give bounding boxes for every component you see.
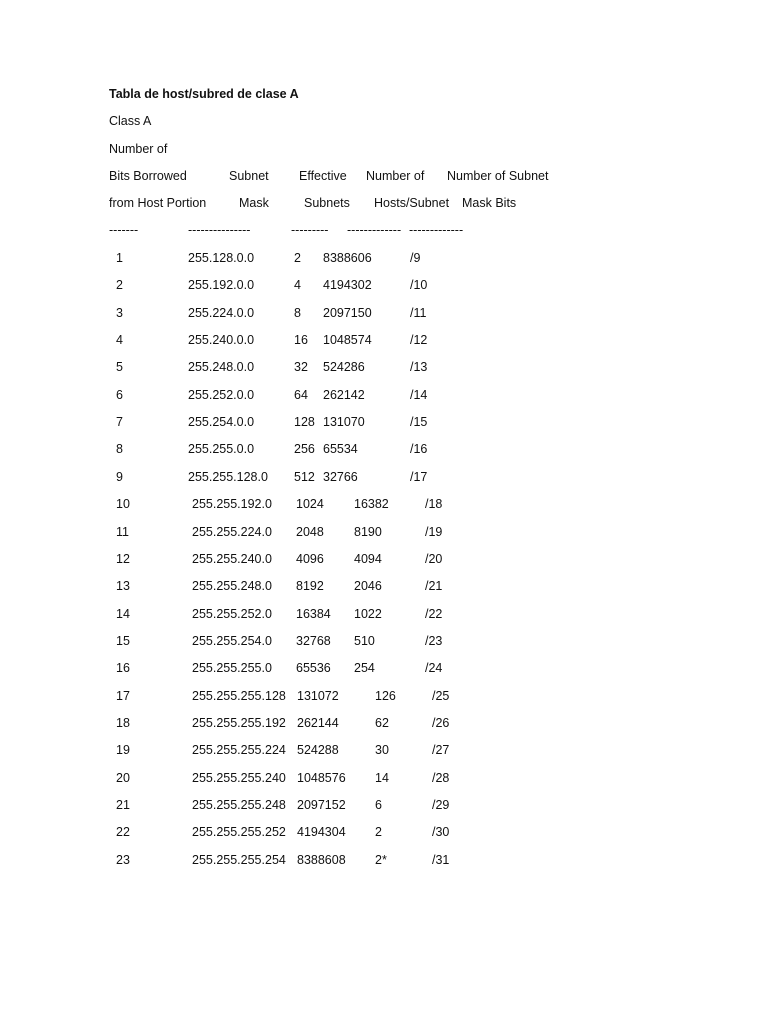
cell-subnets: 1048576 [297, 770, 346, 785]
cell-maskbits: /18 [425, 497, 443, 512]
cell-hosts: 16382 [354, 497, 389, 512]
cell-maskbits: /9 [410, 251, 421, 265]
cell-subnets: 4 [294, 278, 301, 293]
class-label: Class A [109, 114, 152, 128]
cell-hosts: 6 [375, 798, 382, 812]
cell-maskbits: /17 [410, 469, 428, 484]
cell-bits: 23 [116, 852, 130, 867]
cell-hosts: 1048574 [323, 333, 372, 348]
cell-maskbits: /25 [432, 688, 450, 703]
cell-maskbits: /13 [410, 360, 428, 375]
cell-mask: 255.255.255.248 [192, 798, 286, 812]
cell-subnets: 256 [294, 442, 315, 457]
cell-subnets: 2048 [296, 524, 324, 539]
cell-hosts: 14 [375, 770, 389, 785]
cell-bits: 19 [116, 743, 130, 758]
cell-bits: 9 [116, 469, 123, 484]
cell-hosts: 8190 [354, 524, 382, 539]
cell-bits: 12 [116, 551, 130, 566]
header-mask: Mask [239, 196, 269, 210]
cell-mask: 255.192.0.0 [188, 278, 255, 293]
cell-maskbits: /16 [410, 442, 428, 457]
cell-mask: 255.255.255.240 [192, 770, 286, 785]
cell-subnets: 64 [294, 387, 308, 402]
header-number-of: Number of [366, 169, 425, 183]
cell-maskbits: /15 [410, 415, 428, 430]
header-bits-borrowed: Bits Borrowed [109, 169, 187, 183]
cell-maskbits: /19 [425, 524, 443, 539]
header-row-1: Number of [109, 142, 168, 156]
cell-subnets: 8 [294, 305, 301, 320]
cell-mask: 255.255.255.128 [192, 688, 286, 703]
cell-hosts: 2097150 [323, 305, 372, 320]
cell-mask: 255.255.248.0 [192, 579, 272, 594]
cell-subnets: 262144 [297, 715, 339, 730]
cell-hosts: 1022 [354, 606, 382, 621]
cell-mask: 255.128.0.0 [188, 251, 255, 265]
cell-bits: 22 [116, 825, 130, 840]
cell-subnets: 16384 [296, 606, 331, 621]
cell-mask: 255.248.0.0 [188, 360, 255, 375]
cell-mask: 255.255.255.254 [192, 852, 286, 867]
cell-maskbits: /11 [410, 305, 427, 320]
separator: ------------- [347, 223, 402, 237]
cell-bits: 3 [116, 305, 123, 320]
cell-mask: 255.255.255.252 [192, 825, 286, 840]
separator: ------------- [409, 223, 464, 237]
cell-subnets: 65536 [296, 661, 331, 676]
cell-subnets: 2097152 [297, 798, 346, 812]
cell-mask: 255.255.128.0 [188, 469, 268, 484]
cell-hosts: 4094 [354, 551, 382, 566]
cell-bits: 10 [116, 497, 130, 512]
cell-maskbits: /27 [432, 743, 450, 758]
cell-bits: 16 [116, 661, 130, 676]
cell-maskbits: /10 [410, 278, 428, 293]
cell-maskbits: /14 [410, 387, 428, 402]
separator: --------- [291, 223, 329, 237]
cell-bits: 17 [116, 688, 130, 703]
header-effective: Effective [299, 169, 347, 183]
cell-mask: 255.255.224.0 [192, 524, 272, 539]
cell-maskbits: /12 [410, 333, 428, 348]
cell-mask: 255.240.0.0 [188, 333, 255, 348]
cell-hosts: 30 [375, 743, 389, 758]
cell-bits: 14 [116, 606, 130, 621]
cell-bits: 8 [116, 442, 123, 457]
cell-subnets: 512 [294, 469, 315, 484]
cell-mask: 255.255.252.0 [192, 606, 272, 621]
cell-mask: 255.254.0.0 [188, 415, 255, 430]
cell-bits: 18 [116, 715, 130, 730]
cell-subnets: 128 [294, 415, 315, 430]
cell-mask: 255.252.0.0 [188, 387, 255, 402]
cell-bits: 2 [116, 278, 123, 293]
cell-subnets: 131072 [297, 688, 339, 703]
cell-maskbits: /31 [432, 852, 450, 867]
header-subnet: Subnet [229, 169, 269, 183]
cell-hosts: 62 [375, 715, 389, 730]
cell-hosts: 510 [354, 633, 375, 648]
cell-maskbits: /30 [432, 825, 450, 840]
cell-hosts: 65534 [323, 442, 358, 457]
cell-maskbits: /29 [432, 798, 450, 812]
header-mask-bits: Mask Bits [462, 196, 517, 210]
cell-bits: 20 [116, 770, 130, 785]
header-number-of-subnet: Number of Subnet [447, 169, 549, 183]
cell-mask: 255.224.0.0 [188, 305, 255, 320]
cell-hosts: 2 [375, 825, 382, 840]
cell-mask: 255.255.192.0 [192, 497, 272, 512]
cell-bits: 13 [116, 579, 130, 594]
separator: --------------- [188, 223, 251, 237]
cell-subnets: 16 [294, 333, 308, 348]
cell-maskbits: /23 [425, 633, 443, 648]
cell-mask: 255.255.255.0 [192, 661, 272, 676]
cell-subnets: 4096 [296, 551, 324, 566]
cell-hosts: 262142 [323, 387, 365, 402]
cell-hosts: 524286 [323, 360, 365, 375]
cell-hosts: 32766 [323, 469, 358, 484]
cell-subnets: 2 [294, 251, 301, 265]
cell-subnets: 32 [294, 360, 308, 375]
cell-subnets: 4194304 [297, 825, 346, 840]
cell-bits: 1 [116, 251, 123, 265]
document-title: Tabla de host/subred de clase A [109, 87, 299, 101]
header-subnets: Subnets [304, 196, 350, 210]
cell-subnets: 8388608 [297, 852, 346, 867]
cell-mask: 255.255.255.192 [192, 715, 286, 730]
cell-subnets: 1024 [296, 497, 324, 512]
cell-mask: 255.255.0.0 [188, 442, 255, 457]
cell-maskbits: /24 [425, 661, 443, 676]
cell-hosts: 2* [375, 852, 387, 867]
cell-maskbits: /22 [425, 606, 443, 621]
cell-hosts: 4194302 [323, 278, 372, 293]
cell-bits: 6 [116, 387, 123, 402]
cell-maskbits: /26 [432, 715, 450, 730]
cell-hosts: 8388606 [323, 251, 372, 265]
cell-subnets: 8192 [296, 579, 324, 594]
cell-bits: 21 [116, 798, 130, 812]
cell-mask: 255.255.255.224 [192, 743, 286, 758]
cell-maskbits: /28 [432, 770, 450, 785]
cell-subnets: 524288 [297, 743, 339, 758]
cell-maskbits: /21 [425, 579, 443, 594]
cell-subnets: 32768 [296, 633, 331, 648]
cell-bits: 15 [116, 633, 130, 648]
cell-bits: 4 [116, 333, 123, 348]
cell-hosts: 131070 [323, 415, 365, 430]
cell-mask: 255.255.254.0 [192, 633, 272, 648]
cell-mask: 255.255.240.0 [192, 551, 272, 566]
cell-hosts: 254 [354, 661, 375, 676]
cell-bits: 5 [116, 360, 123, 375]
cell-bits: 7 [116, 415, 123, 430]
separator: ------- [109, 223, 139, 237]
header-hosts-subnet: Hosts/Subnet [374, 196, 450, 210]
header-from-host-portion: from Host Portion [109, 196, 207, 210]
cell-hosts: 2046 [354, 579, 382, 594]
cell-hosts: 126 [375, 688, 396, 703]
cell-maskbits: /20 [425, 551, 443, 566]
cell-bits: 11 [116, 524, 129, 539]
